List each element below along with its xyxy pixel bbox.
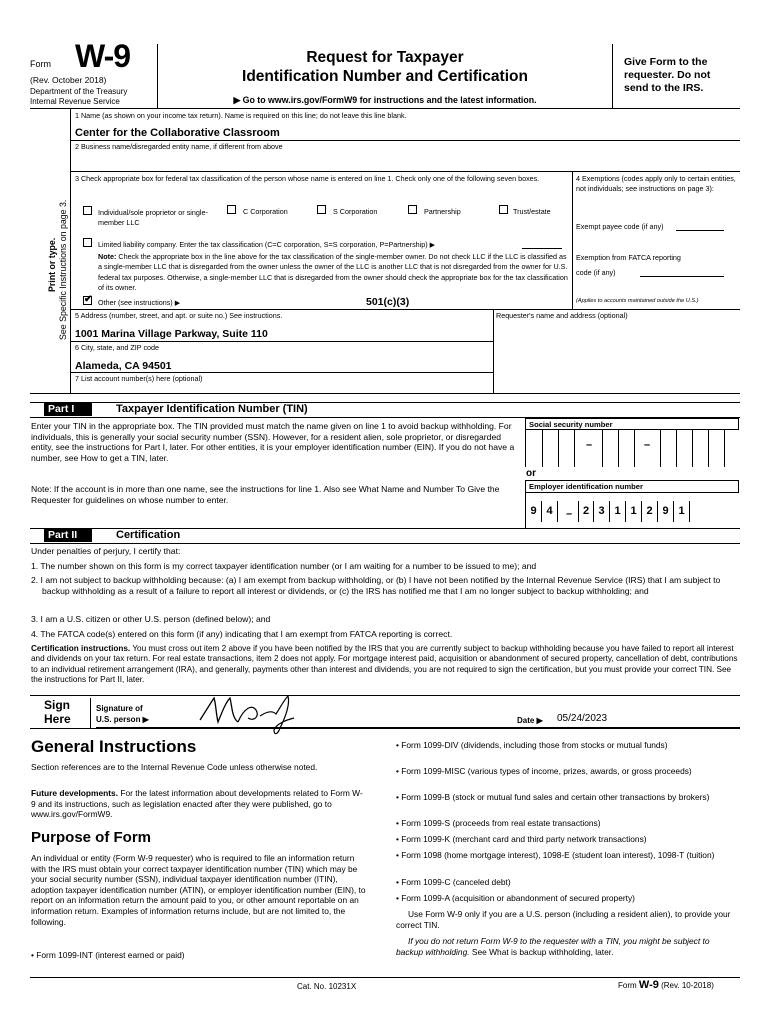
exemptions-label: 4 Exemptions (codes apply only to certain entities, not individuals; see instructions on page 3): — [576, 174, 736, 194]
address-value[interactable]: 1001 Marina Village Parkway, Suite 110 — [75, 328, 268, 340]
purpose-text: An individual or entity (Form W-9 requester) who is required to file an information return with the IRS must obtain your correct taxpayer identification number (TIN) which may be your social security number (SSN), individual taxpayer identification number (ITIN), adoption taxpayer identification number (ATIN), or employer identification number (EIN), to report on an information return the amount paid to you, or other amount reportable on an information return. Examples of information returns include, but are not limited to, the following. — [31, 853, 366, 927]
revision: (Rev. October 2018) — [30, 75, 107, 85]
irs-label: Internal Revenue Service — [30, 97, 120, 106]
backup-withholding-note: If you do not return Form W-9 to the requester with a TIN, you might be subject to backup withholding. See What is backup withholding, later. — [396, 936, 710, 957]
use-w9-note: Use Form W-9 only if you are a U.S. person (including a resident alien), to provide your correct TIN. — [396, 909, 731, 930]
form-name: W-9 — [75, 38, 131, 74]
date-value[interactable]: 05/24/2023 — [557, 713, 608, 724]
date-label: Date ▶ — [517, 716, 543, 725]
give-form-note: Give Form to the requester. Do not send to the IRS. — [624, 56, 711, 94]
ein-digit: 9 — [658, 501, 674, 522]
footer-form-id: Form W-9 (Rev. 10-2018) — [618, 979, 714, 991]
signature-label-2: U.S. person ▶ — [96, 715, 149, 724]
ein-digit: 1 — [610, 501, 626, 522]
general-instructions-title: General Instructions — [31, 737, 197, 756]
exempt-payee-field[interactable] — [676, 230, 724, 231]
line-6-label: 6 City, state, and ZIP code — [75, 343, 160, 352]
here-label: Here — [44, 712, 71, 726]
bullet-1099-div: • Form 1099-DIV (dividends, including those from stocks or mutual funds) — [396, 740, 668, 750]
purpose-title: Purpose of Form — [31, 829, 152, 846]
form-title-2: Identification Number and Certification — [242, 68, 528, 85]
bullet-1099-int: • Form 1099-INT (interest earned or paid) — [31, 950, 185, 960]
partnership-label: Partnership — [424, 207, 461, 216]
form-title-1: Request for Taxpayer — [306, 49, 464, 66]
trust-estate-label: Trust/estate — [513, 207, 551, 216]
c-corporation-checkbox[interactable] — [227, 205, 236, 214]
part-1-text: Enter your TIN in the appropriate box. The TIN provided must match the name given on line 1 to avoid backup withholding. For individuals, this is generally your social security number (SSN). However, for a resident alien, sole proprietor, or disregarded entity, see the instructions for Part I, later. For other entities, it is your employer identification number (EIN). If you do not have a number, see How to get a TIN, later. — [31, 421, 515, 463]
line-3-label: 3 Check appropriate box for federal tax classification of the person whose name is entered on line 1. Check only one of the following seven boxes. — [75, 174, 540, 183]
other-label: Other (see instructions) ▶ — [98, 298, 181, 307]
other-value[interactable]: 501(c)(3) — [366, 296, 410, 308]
fatca-label-1: Exemption from FATCA reporting — [576, 253, 681, 262]
city-value[interactable]: Alameda, CA 94501 — [75, 360, 172, 372]
c-corporation-label: C Corporation — [243, 207, 288, 216]
partnership-checkbox[interactable] — [408, 205, 417, 214]
ein-digit: 2 — [578, 501, 594, 522]
trust-estate-checkbox[interactable] — [499, 205, 508, 214]
catalog-number: Cat. No. 10231X — [297, 982, 357, 991]
individual-checkbox[interactable] — [83, 206, 92, 215]
ein-digit: 3 — [594, 501, 610, 522]
signature-field[interactable] — [190, 690, 330, 738]
certify-item-1: 1. The number shown on this form is my correct taxpayer identification number (or I am waiting for a number to be issued to me); and — [31, 561, 537, 571]
form-label: Form — [30, 59, 51, 69]
ein-label-box: Employer identification number — [525, 480, 739, 493]
bullet-1098: • Form 1098 (home mortgage interest), 1098-E (student loan interest), 1098-T (tuition) — [396, 850, 715, 860]
fatca-label-2: code (if any) — [576, 268, 616, 277]
part-2-tag: Part II — [44, 529, 92, 542]
name-value[interactable]: Center for the Collaborative Classroom — [75, 127, 280, 139]
fatca-field[interactable] — [640, 276, 724, 277]
future-developments: Future developments. For the latest information about developments related to Form W-9 and its instructions, such as legislation enacted after they were published, go to www.irs.gov/FormW9. — [31, 788, 363, 820]
ein-digit: 4 — [542, 501, 558, 522]
certification-instructions: Certification instructions. You must cross out item 2 above if you have been notified by the IRS that you are currently subject to backup withholding because you have failed to report all interest and dividends on your tax return. For real estate transactions, item 2 does not apply. For mortgage interest paid, acquisition or abandonment of secured property, cancellation of debt, contributions to an individual retirement arrangement (IRA), and generally, payments other than interest and dividends, you are not required to sign the certification, but you must provide your correct TIN. See the instructions for Part II, later. — [31, 644, 738, 685]
llc-checkbox[interactable] — [83, 238, 92, 247]
bullet-1099-misc: • Form 1099-MISC (various types of income, prizes, awards, or gross proceeds) — [396, 766, 692, 776]
certify-item-3: 3. I am a U.S. citizen or other U.S. person (defined below); and — [31, 614, 271, 624]
ein-digit: 9 — [526, 501, 542, 522]
part-1-title: Taxpayer Identification Number (TIN) — [116, 403, 308, 415]
s-corporation-label: S Corporation — [333, 207, 378, 216]
requester-label: Requester's name and address (optional) — [496, 311, 628, 320]
ein-digit: 2 — [642, 501, 658, 522]
line-2-label: 2 Business name/disregarded entity name, if different from above — [75, 142, 283, 151]
certify-intro: Under penalties of perjury, I certify that: — [31, 546, 181, 556]
ein-field[interactable] — [525, 493, 739, 529]
certify-item-4: 4. The FATCA code(s) entered on this form (if any) indicating that I am exempt from FATCA reporting is correct. — [31, 629, 453, 639]
or-label: or — [526, 468, 536, 479]
signature-label-1: Signature of — [96, 704, 143, 713]
llc-label: Limited liability company. Enter the tax classification (C=C corporation, S=S corporation, P=Partnership) ▶ — [98, 240, 436, 249]
llc-classification-field[interactable] — [522, 248, 562, 249]
ein-dash: – — [566, 508, 573, 520]
part-1-note: Note: If the account is in more than one name, see the instructions for line 1. Also see What Name and Number To Give the Requester for guidelines on whose number to enter. — [31, 484, 500, 505]
individual-label: Individual/sole proprietor or single-member LLC — [98, 208, 208, 227]
department: Department of the Treasury — [30, 87, 128, 96]
applies-note: (Applies to accounts maintained outside the U.S.) — [576, 298, 699, 304]
specific-instructions-label: See Specific Instructions on page 3. — [58, 199, 68, 340]
bullet-1099-s: • Form 1099-S (proceeds from real estate transactions) — [396, 818, 601, 828]
ein-digit: 1 — [674, 501, 690, 522]
line-7-label: 7 List account number(s) here (optional) — [75, 374, 203, 383]
sign-label: Sign — [44, 698, 70, 712]
bullet-1099-k: • Form 1099-K (merchant card and third party network transactions) — [396, 834, 647, 844]
ein-digit: 1 — [626, 501, 642, 522]
s-corporation-checkbox[interactable] — [317, 205, 326, 214]
handwritten-signature-icon — [190, 690, 330, 738]
bullet-1099-a: • Form 1099-A (acquisition or abandonment of secured property) — [396, 893, 635, 903]
print-or-type-label: Print or type. — [47, 237, 57, 292]
ssn-field[interactable]: – – — [525, 430, 739, 467]
ssn-label-box: Social security number — [525, 418, 739, 430]
certify-item-2: 2. I am not subject to backup withholding because: (a) I am exempt from backup withholding, or (b) I have not been notified by the Internal Revenue Service (IRS) that I am subject to backup withholding as a result of a failure to report all interest or dividends, or (c) the IRS has notified me that I am no longer subject to backup withholding; and — [31, 575, 721, 596]
instructions-link[interactable]: ▶ Go to www.irs.gov/FormW9 for instructions and the latest information. — [233, 95, 537, 105]
part-1-tag: Part I — [44, 403, 92, 416]
other-check-mark: ✔ — [84, 294, 93, 305]
part-2-title: Certification — [116, 529, 181, 541]
line-5-label: 5 Address (number, street, and apt. or suite no.) See instructions. — [75, 311, 283, 320]
section-references: Section references are to the Internal Revenue Code unless otherwise noted. — [31, 762, 318, 772]
exempt-payee-label: Exempt payee code (if any) — [576, 222, 664, 231]
bullet-1099-c: • Form 1099-C (canceled debt) — [396, 877, 511, 887]
bullet-1099-b: • Form 1099-B (stock or mutual fund sales and certain other transactions by brokers) — [396, 792, 710, 802]
llc-note: Note: Check the appropriate box in the line above for the tax classification of the single-member owner. Do not check LLC if the LLC is classified as a single-member LLC that is disregarded from the owner unless the owner of the LLC is another LLC that is not disregarded from the owner for U.S. federal tax purposes. Otherwise, a single-member LLC that is disregarded from the owner should check the appropriate box for the tax classification of its owner. — [98, 252, 568, 292]
